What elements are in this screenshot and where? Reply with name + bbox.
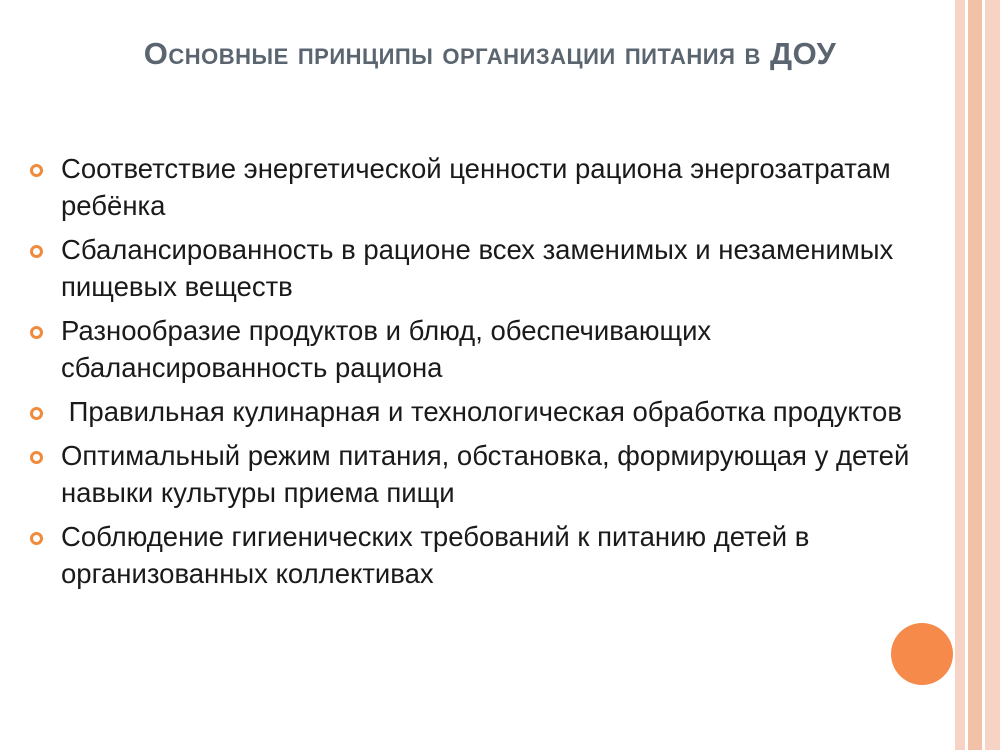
ring-bullet-icon [30,326,43,339]
bullet-item [30,437,930,511]
bullet-item [30,312,930,386]
bullet-text: Сбалансированность в рационе всех заменимых и незаменимых пищевых веществ [61,234,894,302]
bullet-text: Соответствие энергетической ценности рациона энергозатратам ребёнка [61,153,891,221]
ring-bullet-icon [30,407,43,420]
bullet-text: Разнообразие продуктов и блюд, обеспечивающих сбалансированность рациона [61,315,712,383]
ring-bullet-icon [30,451,43,464]
bullet-text: Оптимальный режим питания, обстановка, формирующая у детей навыки культуры приема пищи [61,440,910,508]
decorative-stripe [985,0,1000,750]
slide-title: Основные принципы организации питания в ДОУ [143,36,837,71]
decorative-stripe [968,0,982,750]
bullet-item [30,393,930,430]
orange-circle-decoration [891,623,953,685]
ring-bullet-icon [30,245,43,258]
bullet-item [30,150,930,224]
ring-bullet-icon [30,532,43,545]
bullet-text: Правильная кулинарная и технологическая обработка продуктов [61,396,902,427]
decorative-stripe [955,0,965,750]
bullet-list [30,150,930,599]
bullet-item [30,231,930,305]
bullet-item [30,518,930,592]
ring-bullet-icon [30,164,43,177]
bullet-text: Соблюдение гигиенических требований к питанию детей в организованных коллективах [61,521,810,589]
